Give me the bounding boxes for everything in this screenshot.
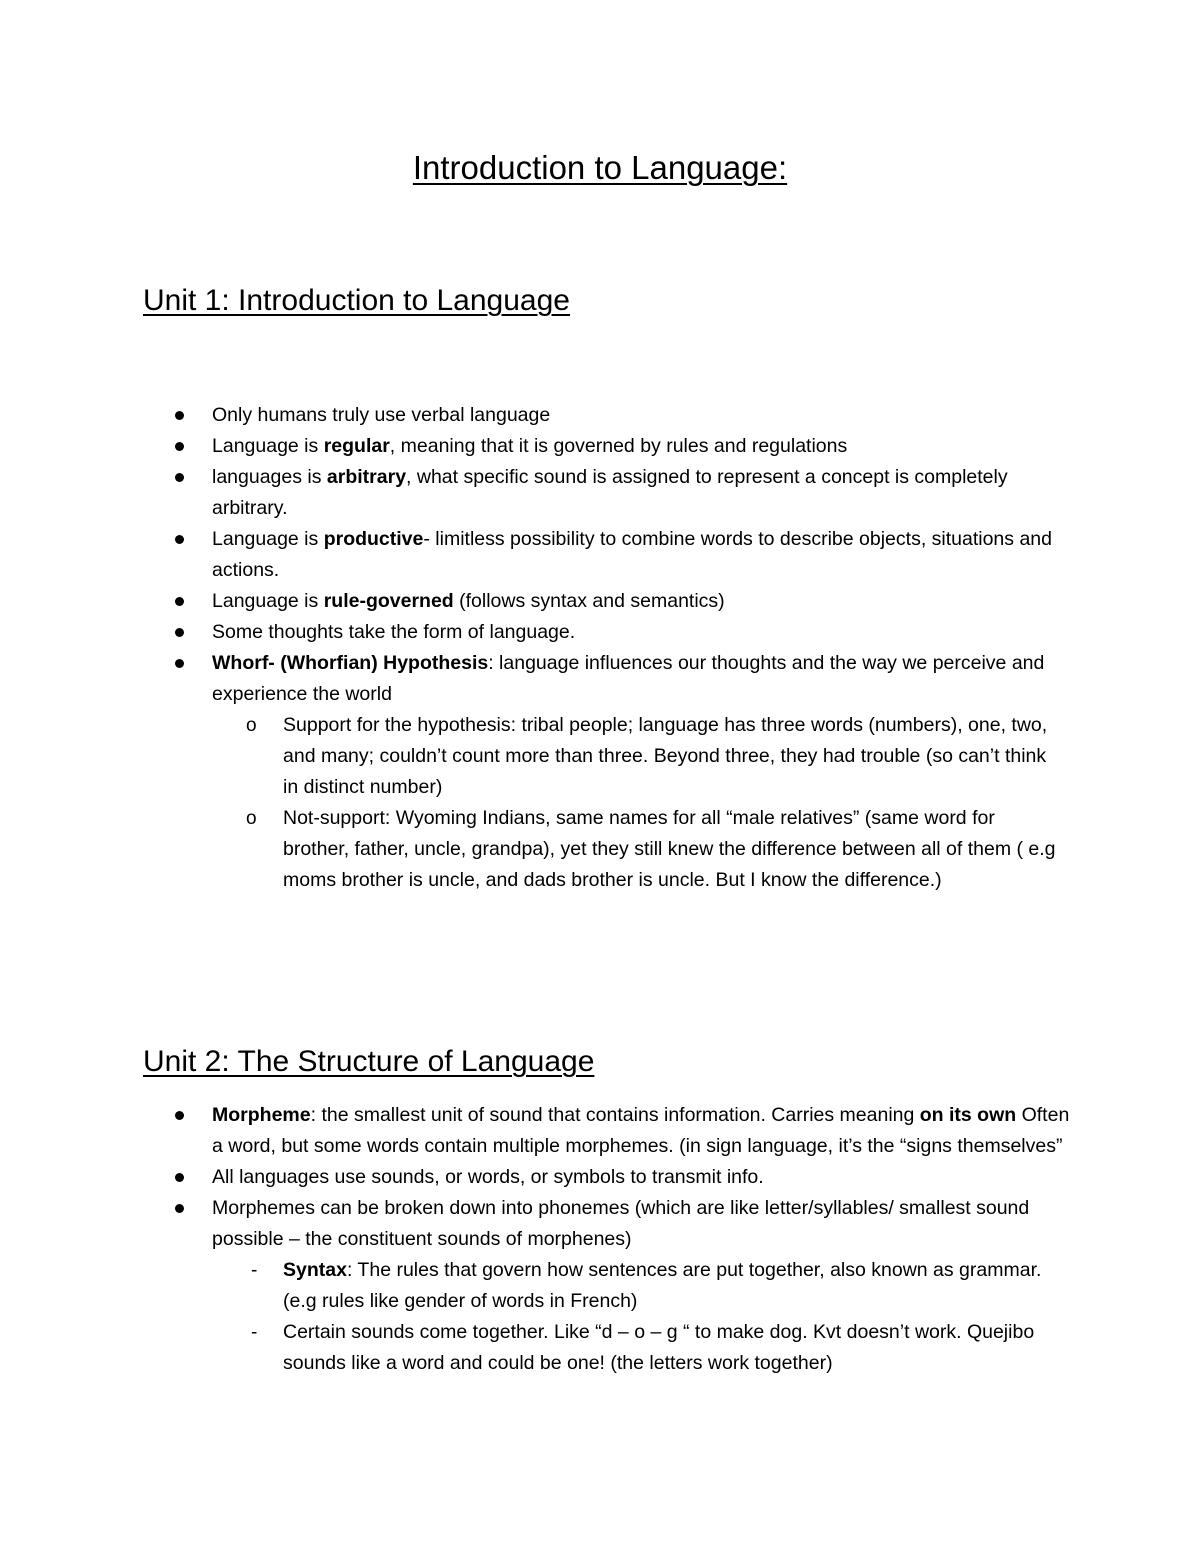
list-item-text: (follows syntax and semantics) bbox=[453, 590, 725, 612]
unit2-sub-list bbox=[212, 1255, 1072, 1379]
dash-bullet-icon: - bbox=[251, 1260, 258, 1281]
list-item-text: Only humans truly use verbal language bbox=[212, 404, 551, 426]
sub-list-item bbox=[0, 1255, 1058, 1317]
list-item-bold-term: productive bbox=[323, 528, 424, 550]
dash-bullet-icon: - bbox=[251, 1322, 258, 1343]
list-item bbox=[0, 1162, 1072, 1193]
list-item-text: Some thoughts take the form of language. bbox=[212, 621, 576, 643]
list-item-bold-term: arbitrary bbox=[326, 466, 407, 488]
sub-list-item-text: Support for the hypothesis: tribal people; language has three words (numbers), one, two, and many; couldn’t count more than three. Beyond three, they had trouble (so can’t think in distinct number) bbox=[283, 714, 1048, 798]
sub-list-item bbox=[0, 1317, 1058, 1379]
sub-list-item bbox=[0, 710, 1058, 803]
hollow-bullet-icon: o bbox=[246, 808, 257, 829]
unit2-bullet-list bbox=[0, 1100, 1200, 1379]
sub-list-item-text: : The rules that govern how sentences are put together, also known as grammar. (e.g rules like gender of words in French) bbox=[283, 1259, 1042, 1312]
bullet-icon bbox=[175, 535, 184, 544]
list-item-text: Language is bbox=[212, 435, 324, 457]
list-item bbox=[0, 648, 1072, 896]
sub-list-item bbox=[0, 803, 1058, 896]
unit2-heading: Unit 2: The Structure of Language bbox=[143, 1045, 595, 1078]
document-title: Introduction to Language: bbox=[412, 149, 788, 186]
list-item-text: , what specific sound is assigned to represent a concept is completely arbitrary. bbox=[212, 466, 1008, 519]
list-item-text: - limitless possibility to combine words to describe objects, situations and actions. bbox=[212, 528, 1052, 581]
bullet-icon bbox=[175, 473, 184, 482]
list-item bbox=[0, 1100, 1072, 1162]
list-item bbox=[0, 400, 1072, 431]
sub-list-item-bold-term: Syntax bbox=[283, 1259, 347, 1281]
bullet-icon bbox=[175, 1204, 184, 1213]
list-item-text: Often a word, but some words contain multiple morphemes. (in sign language, it’s the “signs themselves” bbox=[212, 1104, 1070, 1157]
list-item-bold-term: rule-governed bbox=[323, 590, 454, 612]
list-item-text: Morphemes can be broken down into phonemes (which are like letter/syllables/ smallest sound possible – the constituent sounds of morphenes) bbox=[212, 1197, 1030, 1250]
list-item-text: , meaning that it is governed by rules and regulations bbox=[389, 435, 848, 457]
sub-list-item-text: Certain sounds come together. Like “d – o – g “ to make dog. Kvt doesn’t work. Quejibo sounds like a word and could be one! (the letters work together) bbox=[283, 1321, 1035, 1374]
list-item bbox=[0, 586, 1072, 617]
list-item-text: : language influences our thoughts and the way we perceive and experience the world bbox=[212, 652, 1045, 705]
unit1-heading: Unit 1: Introduction to Language bbox=[143, 284, 570, 317]
list-item bbox=[0, 462, 1072, 524]
bullet-icon bbox=[175, 442, 184, 451]
bullet-icon bbox=[175, 411, 184, 420]
bullet-icon bbox=[175, 628, 184, 637]
list-item bbox=[0, 524, 1072, 586]
list-item-bold-term: Morpheme bbox=[212, 1104, 311, 1126]
list-item-text: All languages use sounds, or words, or symbols to transmit info. bbox=[212, 1166, 764, 1188]
list-item bbox=[0, 1193, 1072, 1379]
unit1-sub-list bbox=[212, 710, 1072, 896]
list-item bbox=[0, 617, 1072, 648]
bullet-icon bbox=[175, 659, 184, 668]
list-item-bold-term: Whorf- (Whorfian) Hypothesis bbox=[212, 652, 489, 674]
list-item-text: Language is bbox=[212, 590, 324, 612]
bullet-icon bbox=[175, 1111, 184, 1120]
list-item-text: languages is bbox=[212, 466, 327, 488]
list-item-text: Language is bbox=[212, 528, 324, 550]
list-item-bold-term: regular bbox=[323, 435, 390, 457]
list-item bbox=[0, 431, 1072, 462]
list-item-text: : the smallest unit of sound that contains information. Carries meaning bbox=[310, 1104, 920, 1126]
hollow-bullet-icon: o bbox=[246, 715, 257, 736]
unit1-bullet-list bbox=[0, 400, 1200, 896]
list-item-bold-term: on its own bbox=[919, 1104, 1017, 1126]
bullet-icon bbox=[175, 597, 184, 606]
sub-list-item-text: Not-support: Wyoming Indians, same names for all “male relatives” (same word for brother, father, uncle, grandpa), yet they still knew the difference between all of them ( e.g moms brother is uncle, and dads brother is uncle. But I know the difference.) bbox=[283, 807, 1056, 891]
bullet-icon bbox=[175, 1173, 184, 1182]
